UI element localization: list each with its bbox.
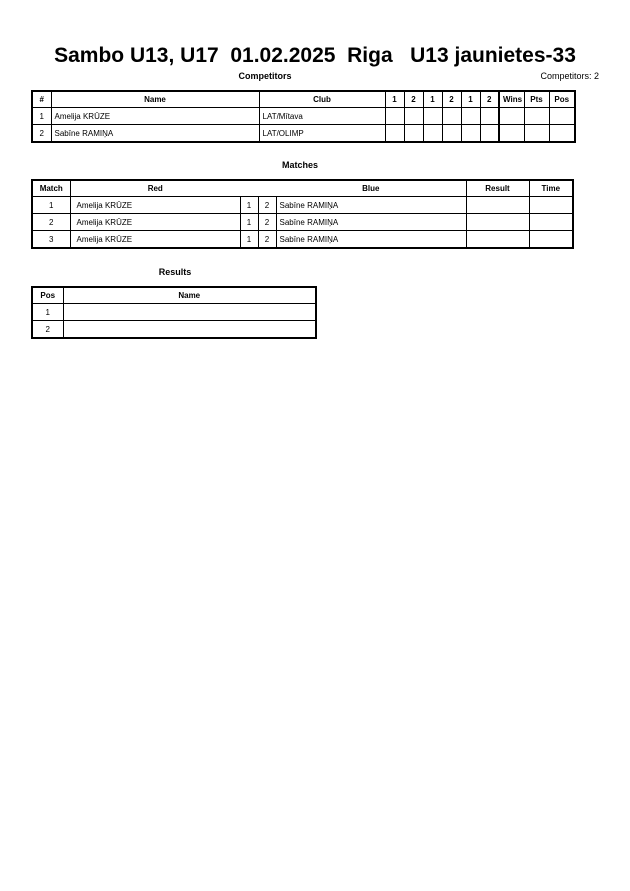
score-cell [442, 125, 461, 143]
result-name [63, 321, 316, 339]
time-cell [529, 231, 573, 249]
score-cell [480, 108, 499, 125]
col-match: Match [32, 180, 70, 197]
red-competitor: Amelija KRŪZE [70, 231, 240, 249]
competitor-num: 1 [32, 108, 51, 125]
result-row [32, 321, 316, 339]
score-cell [442, 108, 461, 125]
competitor-name: Amelija KRŪZE [51, 108, 259, 125]
competitor-row [32, 125, 575, 143]
wins-cell [499, 125, 524, 143]
pts-cell [524, 108, 549, 125]
score-cell [404, 108, 423, 125]
red-competitor: Amelija KRŪZE [70, 214, 240, 231]
result-pos: 2 [32, 321, 63, 339]
result-cell [466, 231, 529, 249]
competitors-table [31, 90, 576, 143]
blue-number: 2 [258, 197, 276, 214]
score-cell [461, 108, 480, 125]
col-red-num [240, 180, 258, 197]
match-number: 2 [32, 214, 70, 231]
col-result: Result [466, 180, 529, 197]
competitors-count: Competitors: 2 [540, 71, 599, 81]
time-cell [529, 214, 573, 231]
result-cell [466, 197, 529, 214]
competitors-section-title: Competitors [238, 71, 292, 81]
blue-number: 2 [258, 231, 276, 249]
match-number: 1 [32, 197, 70, 214]
results-table [31, 286, 317, 339]
blue-competitor: Sabīne RAMIŅA [276, 231, 466, 249]
competitor-name: Sabīne RAMIŅA [51, 125, 259, 143]
matches-header-row [32, 180, 573, 197]
score-cell [461, 125, 480, 143]
matches-table [31, 179, 574, 249]
blue-number: 2 [258, 214, 276, 231]
col-club: Club [259, 91, 385, 108]
blue-competitor: Sabīne RAMIŅA [276, 214, 466, 231]
result-cell [466, 214, 529, 231]
col-round-2a: 1 [423, 91, 442, 108]
pos-cell [549, 125, 575, 143]
score-cell [385, 108, 404, 125]
competitor-club: LAT/OLIMP [259, 125, 385, 143]
page-title: Sambo U13, U17 01.02.2025 Riga U13 jaunietes-33 [54, 44, 576, 67]
col-blue-num [258, 180, 276, 197]
red-number: 1 [240, 214, 258, 231]
score-cell [480, 125, 499, 143]
col-name: Name [63, 287, 316, 304]
col-num: # [32, 91, 51, 108]
score-cell [385, 125, 404, 143]
col-pos: Pos [32, 287, 63, 304]
pos-cell [549, 108, 575, 125]
col-round-3b: 2 [480, 91, 499, 108]
red-competitor: Amelija KRŪZE [70, 197, 240, 214]
competitor-row [32, 108, 575, 125]
match-row [32, 214, 573, 231]
result-row [32, 304, 316, 321]
competitors-header-row [32, 91, 575, 108]
col-round-1a: 1 [385, 91, 404, 108]
col-round-1b: 2 [404, 91, 423, 108]
matches-section-title: Matches [281, 160, 318, 170]
pts-cell [524, 125, 549, 143]
match-number: 3 [32, 231, 70, 249]
wins-cell [499, 108, 524, 125]
col-round-2b: 2 [442, 91, 461, 108]
competitor-club: LAT/Mītava [259, 108, 385, 125]
blue-competitor: Sabīne RAMIŅA [276, 197, 466, 214]
col-wins: Wins [499, 91, 524, 108]
time-cell [529, 197, 573, 214]
red-number: 1 [240, 197, 258, 214]
col-pts: Pts [524, 91, 549, 108]
col-blue: Blue [276, 180, 466, 197]
result-pos: 1 [32, 304, 63, 321]
score-cell [423, 125, 442, 143]
col-round-3a: 1 [461, 91, 480, 108]
score-cell [423, 108, 442, 125]
col-red: Red [70, 180, 240, 197]
results-section-title: Results [158, 267, 192, 277]
result-name [63, 304, 316, 321]
col-pos: Pos [549, 91, 575, 108]
results-header-row [32, 287, 316, 304]
score-cell [404, 125, 423, 143]
match-row [32, 197, 573, 214]
col-time: Time [529, 180, 573, 197]
competitor-num: 2 [32, 125, 51, 143]
red-number: 1 [240, 231, 258, 249]
col-name: Name [51, 91, 259, 108]
match-row [32, 231, 573, 249]
